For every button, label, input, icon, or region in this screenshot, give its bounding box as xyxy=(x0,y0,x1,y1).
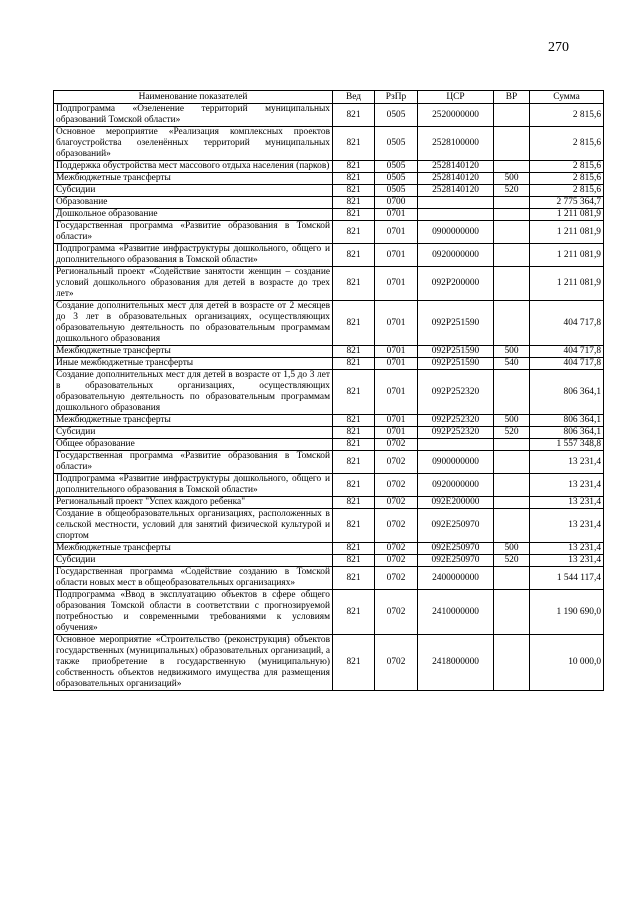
row-rzpr-cell: 0701 xyxy=(375,221,418,244)
row-vr-cell xyxy=(494,474,530,497)
row-ved-cell: 821 xyxy=(333,439,375,451)
row-ved-cell: 821 xyxy=(333,635,375,691)
row-vr-cell xyxy=(494,301,530,346)
row-ved-cell: 821 xyxy=(333,451,375,474)
row-vr-cell: 500 xyxy=(494,543,530,555)
row-vr-cell xyxy=(494,221,530,244)
row-vr-cell xyxy=(494,590,530,635)
table-row xyxy=(54,497,604,509)
table-row xyxy=(54,439,604,451)
row-ved-cell: 821 xyxy=(333,497,375,509)
row-rzpr-cell: 0701 xyxy=(375,267,418,301)
row-rzpr-cell: 0505 xyxy=(375,161,418,173)
table-row xyxy=(54,509,604,543)
row-name-cell: Подпрограмма «Развитие инфраструктуры дошкольного, общего и дополнительного образования в Томской области» xyxy=(54,474,333,497)
row-sum-cell: 2 815,6 xyxy=(530,104,604,127)
budget-table xyxy=(53,90,604,691)
row-sum-cell: 2 815,6 xyxy=(530,161,604,173)
row-sum-cell: 13 231,4 xyxy=(530,474,604,497)
row-ved-cell: 821 xyxy=(333,127,375,161)
row-sum-cell: 806 364,1 xyxy=(530,415,604,427)
table-row xyxy=(54,543,604,555)
row-vr-cell xyxy=(494,567,530,590)
table-row xyxy=(54,127,604,161)
row-rzpr-cell: 0701 xyxy=(375,244,418,267)
row-ved-cell: 821 xyxy=(333,244,375,267)
table-row xyxy=(54,301,604,346)
row-rzpr-cell: 0505 xyxy=(375,173,418,185)
row-rzpr-cell: 0702 xyxy=(375,635,418,691)
row-ved-cell: 821 xyxy=(333,415,375,427)
row-ved-cell: 821 xyxy=(333,221,375,244)
row-csr-cell: 0900000000 xyxy=(418,451,494,474)
row-name-cell: Подпрограмма «Озеленение территорий муниципальных образований Томской области» xyxy=(54,104,333,127)
row-name-cell: Субсидии xyxy=(54,427,333,439)
table-row xyxy=(54,451,604,474)
row-vr-cell: 500 xyxy=(494,415,530,427)
row-csr-cell: 092P251590 xyxy=(418,358,494,370)
row-sum-cell: 13 231,4 xyxy=(530,543,604,555)
table-row xyxy=(54,197,604,209)
row-ved-cell: 821 xyxy=(333,590,375,635)
row-sum-cell: 13 231,4 xyxy=(530,509,604,543)
row-name-cell: Дошкольное образование xyxy=(54,209,333,221)
row-name-cell: Межбюджетные трансферты xyxy=(54,173,333,185)
row-ved-cell: 821 xyxy=(333,358,375,370)
row-ved-cell: 821 xyxy=(333,474,375,497)
row-ved-cell: 821 xyxy=(333,267,375,301)
row-vr-cell: 520 xyxy=(494,427,530,439)
row-sum-cell: 1 211 081,9 xyxy=(530,221,604,244)
row-rzpr-cell: 0701 xyxy=(375,301,418,346)
row-csr-cell: 0900000000 xyxy=(418,221,494,244)
row-csr-cell: 2528100000 xyxy=(418,127,494,161)
row-name-cell: Субсидии xyxy=(54,185,333,197)
row-csr-cell: 0920000000 xyxy=(418,474,494,497)
row-vr-cell xyxy=(494,197,530,209)
row-csr-cell: 2528140120 xyxy=(418,161,494,173)
row-vr-cell: 520 xyxy=(494,555,530,567)
table-row xyxy=(54,161,604,173)
row-rzpr-cell: 0701 xyxy=(375,427,418,439)
row-rzpr-cell: 0701 xyxy=(375,209,418,221)
row-ved-cell: 821 xyxy=(333,370,375,415)
row-rzpr-cell: 0505 xyxy=(375,104,418,127)
table-row xyxy=(54,474,604,497)
row-sum-cell: 2 815,6 xyxy=(530,127,604,161)
row-vr-cell xyxy=(494,451,530,474)
table-row xyxy=(54,590,604,635)
row-ved-cell: 821 xyxy=(333,543,375,555)
table-row xyxy=(54,104,604,127)
row-sum-cell: 806 364,1 xyxy=(530,427,604,439)
row-ved-cell: 821 xyxy=(333,104,375,127)
row-rzpr-cell: 0702 xyxy=(375,497,418,509)
row-name-cell: Региональный проект «Содействие занятости женщин – создание условий дошкольного образования для детей в возрасте до трех лет» xyxy=(54,267,333,301)
row-ved-cell: 821 xyxy=(333,197,375,209)
row-csr-cell: 092E250970 xyxy=(418,543,494,555)
row-rzpr-cell: 0702 xyxy=(375,509,418,543)
row-name-cell: Основное мероприятие «Реализация комплексных проектов благоустройства озеленённых территорий муниципальных образований» xyxy=(54,127,333,161)
row-vr-cell xyxy=(494,104,530,127)
row-vr-cell xyxy=(494,370,530,415)
row-rzpr-cell: 0701 xyxy=(375,346,418,358)
row-name-cell: Создание в общеобразовательных организациях, расположенных в сельской местности, условий для занятий физической культурой и спортом xyxy=(54,509,333,543)
row-csr-cell: 092P252320 xyxy=(418,415,494,427)
row-sum-cell: 404 717,8 xyxy=(530,346,604,358)
row-rzpr-cell: 0505 xyxy=(375,127,418,161)
row-sum-cell: 10 000,0 xyxy=(530,635,604,691)
row-rzpr-cell: 0702 xyxy=(375,590,418,635)
row-vr-cell xyxy=(494,497,530,509)
row-rzpr-cell: 0702 xyxy=(375,439,418,451)
row-name-cell: Межбюджетные трансферты xyxy=(54,543,333,555)
row-vr-cell xyxy=(494,209,530,221)
row-name-cell: Основное мероприятие «Строительство (реконструкция) объектов государственных (муниципальных) образовательных организаций, а также приобретение в государственную (муниципальную) собственность объектов недвижимого имущества для размещения образовательных организаций» xyxy=(54,635,333,691)
row-name-cell: Образование xyxy=(54,197,333,209)
row-sum-cell: 1 211 081,9 xyxy=(530,209,604,221)
table-row xyxy=(54,555,604,567)
row-name-cell: Межбюджетные трансферты xyxy=(54,346,333,358)
row-csr-cell: 0920000000 xyxy=(418,244,494,267)
row-csr-cell xyxy=(418,209,494,221)
row-sum-cell: 1 211 081,9 xyxy=(530,244,604,267)
row-sum-cell: 13 231,4 xyxy=(530,497,604,509)
table-row xyxy=(54,267,604,301)
row-csr-cell xyxy=(418,197,494,209)
row-ved-cell: 821 xyxy=(333,567,375,590)
table-row xyxy=(54,185,604,197)
row-name-cell: Государственная программа «Развитие образования в Томской области» xyxy=(54,451,333,474)
row-sum-cell: 2 815,6 xyxy=(530,185,604,197)
table-row xyxy=(54,221,604,244)
row-name-cell: Государственная программа «Содействие созданию в Томской области новых мест в общеобразовательных организациях» xyxy=(54,567,333,590)
table-row xyxy=(54,567,604,590)
header-rzpr: РзПр xyxy=(375,91,418,104)
row-csr-cell: 092P251590 xyxy=(418,301,494,346)
row-csr-cell: 092P252320 xyxy=(418,427,494,439)
row-rzpr-cell: 0701 xyxy=(375,358,418,370)
row-vr-cell: 520 xyxy=(494,185,530,197)
row-rzpr-cell: 0702 xyxy=(375,451,418,474)
row-sum-cell: 1 557 348,8 xyxy=(530,439,604,451)
row-name-cell: Иные межбюджетные трансферты xyxy=(54,358,333,370)
row-csr-cell: 2528140120 xyxy=(418,173,494,185)
header-csr: ЦСР xyxy=(418,91,494,104)
row-name-cell: Подпрограмма «Развитие инфраструктуры дошкольного, общего и дополнительного образования в Томской области» xyxy=(54,244,333,267)
row-name-cell: Государственная программа «Развитие образования в Томской области» xyxy=(54,221,333,244)
row-vr-cell xyxy=(494,439,530,451)
row-vr-cell: 500 xyxy=(494,346,530,358)
row-ved-cell: 821 xyxy=(333,346,375,358)
table-row xyxy=(54,209,604,221)
row-vr-cell xyxy=(494,127,530,161)
row-sum-cell: 2 815,6 xyxy=(530,173,604,185)
row-rzpr-cell: 0701 xyxy=(375,370,418,415)
row-csr-cell: 2528140120 xyxy=(418,185,494,197)
table-row xyxy=(54,346,604,358)
page-number: 270 xyxy=(548,40,569,55)
row-vr-cell xyxy=(494,267,530,301)
row-csr-cell: 092P200000 xyxy=(418,267,494,301)
table-row xyxy=(54,635,604,691)
table-header-row xyxy=(54,91,604,104)
row-ved-cell: 821 xyxy=(333,509,375,543)
row-rzpr-cell: 0702 xyxy=(375,567,418,590)
header-name: Наименование показателей xyxy=(54,91,333,104)
table-row xyxy=(54,415,604,427)
row-name-cell: Межбюджетные трансферты xyxy=(54,415,333,427)
row-vr-cell: 540 xyxy=(494,358,530,370)
row-sum-cell: 404 717,8 xyxy=(530,301,604,346)
row-name-cell: Создание дополнительных мест для детей в возрасте от 1,5 до 3 лет в образовательных организациях, осуществляющих образовательную деятельность по образовательным программам дошкольного образования xyxy=(54,370,333,415)
row-ved-cell: 821 xyxy=(333,173,375,185)
row-csr-cell: 2400000000 xyxy=(418,567,494,590)
row-csr-cell: 2418000000 xyxy=(418,635,494,691)
row-sum-cell: 1 544 117,4 xyxy=(530,567,604,590)
row-csr-cell: 092E250970 xyxy=(418,509,494,543)
row-csr-cell: 2410000000 xyxy=(418,590,494,635)
header-vr: ВР xyxy=(494,91,530,104)
table-row xyxy=(54,244,604,267)
row-ved-cell: 821 xyxy=(333,161,375,173)
row-ved-cell: 821 xyxy=(333,555,375,567)
row-csr-cell: 092E200000 xyxy=(418,497,494,509)
row-rzpr-cell: 0702 xyxy=(375,474,418,497)
row-name-cell: Субсидии xyxy=(54,555,333,567)
table-row xyxy=(54,427,604,439)
row-csr-cell xyxy=(418,439,494,451)
row-rzpr-cell: 0700 xyxy=(375,197,418,209)
row-sum-cell: 2 775 364,7 xyxy=(530,197,604,209)
row-ved-cell: 821 xyxy=(333,427,375,439)
row-rzpr-cell: 0701 xyxy=(375,415,418,427)
row-vr-cell xyxy=(494,635,530,691)
row-ved-cell: 821 xyxy=(333,185,375,197)
row-csr-cell: 092P251590 xyxy=(418,346,494,358)
row-sum-cell: 13 231,4 xyxy=(530,555,604,567)
row-sum-cell: 1 211 081,9 xyxy=(530,267,604,301)
row-name-cell: Общее образование xyxy=(54,439,333,451)
row-csr-cell: 092E250970 xyxy=(418,555,494,567)
row-ved-cell: 821 xyxy=(333,301,375,346)
row-ved-cell: 821 xyxy=(333,209,375,221)
row-rzpr-cell: 0702 xyxy=(375,543,418,555)
row-name-cell: Подпрограмма «Ввод в эксплуатацию объектов в сфере общего образования Томской области в соответствии с прогнозируемой потребностью и современными требованиями к условиям обучения» xyxy=(54,590,333,635)
row-vr-cell xyxy=(494,244,530,267)
row-csr-cell: 2520000000 xyxy=(418,104,494,127)
row-rzpr-cell: 0702 xyxy=(375,555,418,567)
row-vr-cell: 500 xyxy=(494,173,530,185)
row-sum-cell: 1 190 690,0 xyxy=(530,590,604,635)
header-ved: Вед xyxy=(333,91,375,104)
table-row xyxy=(54,358,604,370)
table-row xyxy=(54,370,604,415)
row-name-cell: Региональный проект "Успех каждого ребенка" xyxy=(54,497,333,509)
table-row xyxy=(54,173,604,185)
row-sum-cell: 806 364,1 xyxy=(530,370,604,415)
header-sum: Сумма xyxy=(530,91,604,104)
row-vr-cell xyxy=(494,161,530,173)
row-name-cell: Создание дополнительных мест для детей в возрасте от 2 месяцев до 3 лет в образовательных организациях, осуществляющих образовательную деятельность по образовательным программам дошкольного образования xyxy=(54,301,333,346)
row-sum-cell: 13 231,4 xyxy=(530,451,604,474)
row-vr-cell xyxy=(494,509,530,543)
row-csr-cell: 092P252320 xyxy=(418,370,494,415)
row-sum-cell: 404 717,8 xyxy=(530,358,604,370)
row-rzpr-cell: 0505 xyxy=(375,185,418,197)
row-name-cell: Поддержка обустройства мест массового отдыха населения (парков) xyxy=(54,161,333,173)
